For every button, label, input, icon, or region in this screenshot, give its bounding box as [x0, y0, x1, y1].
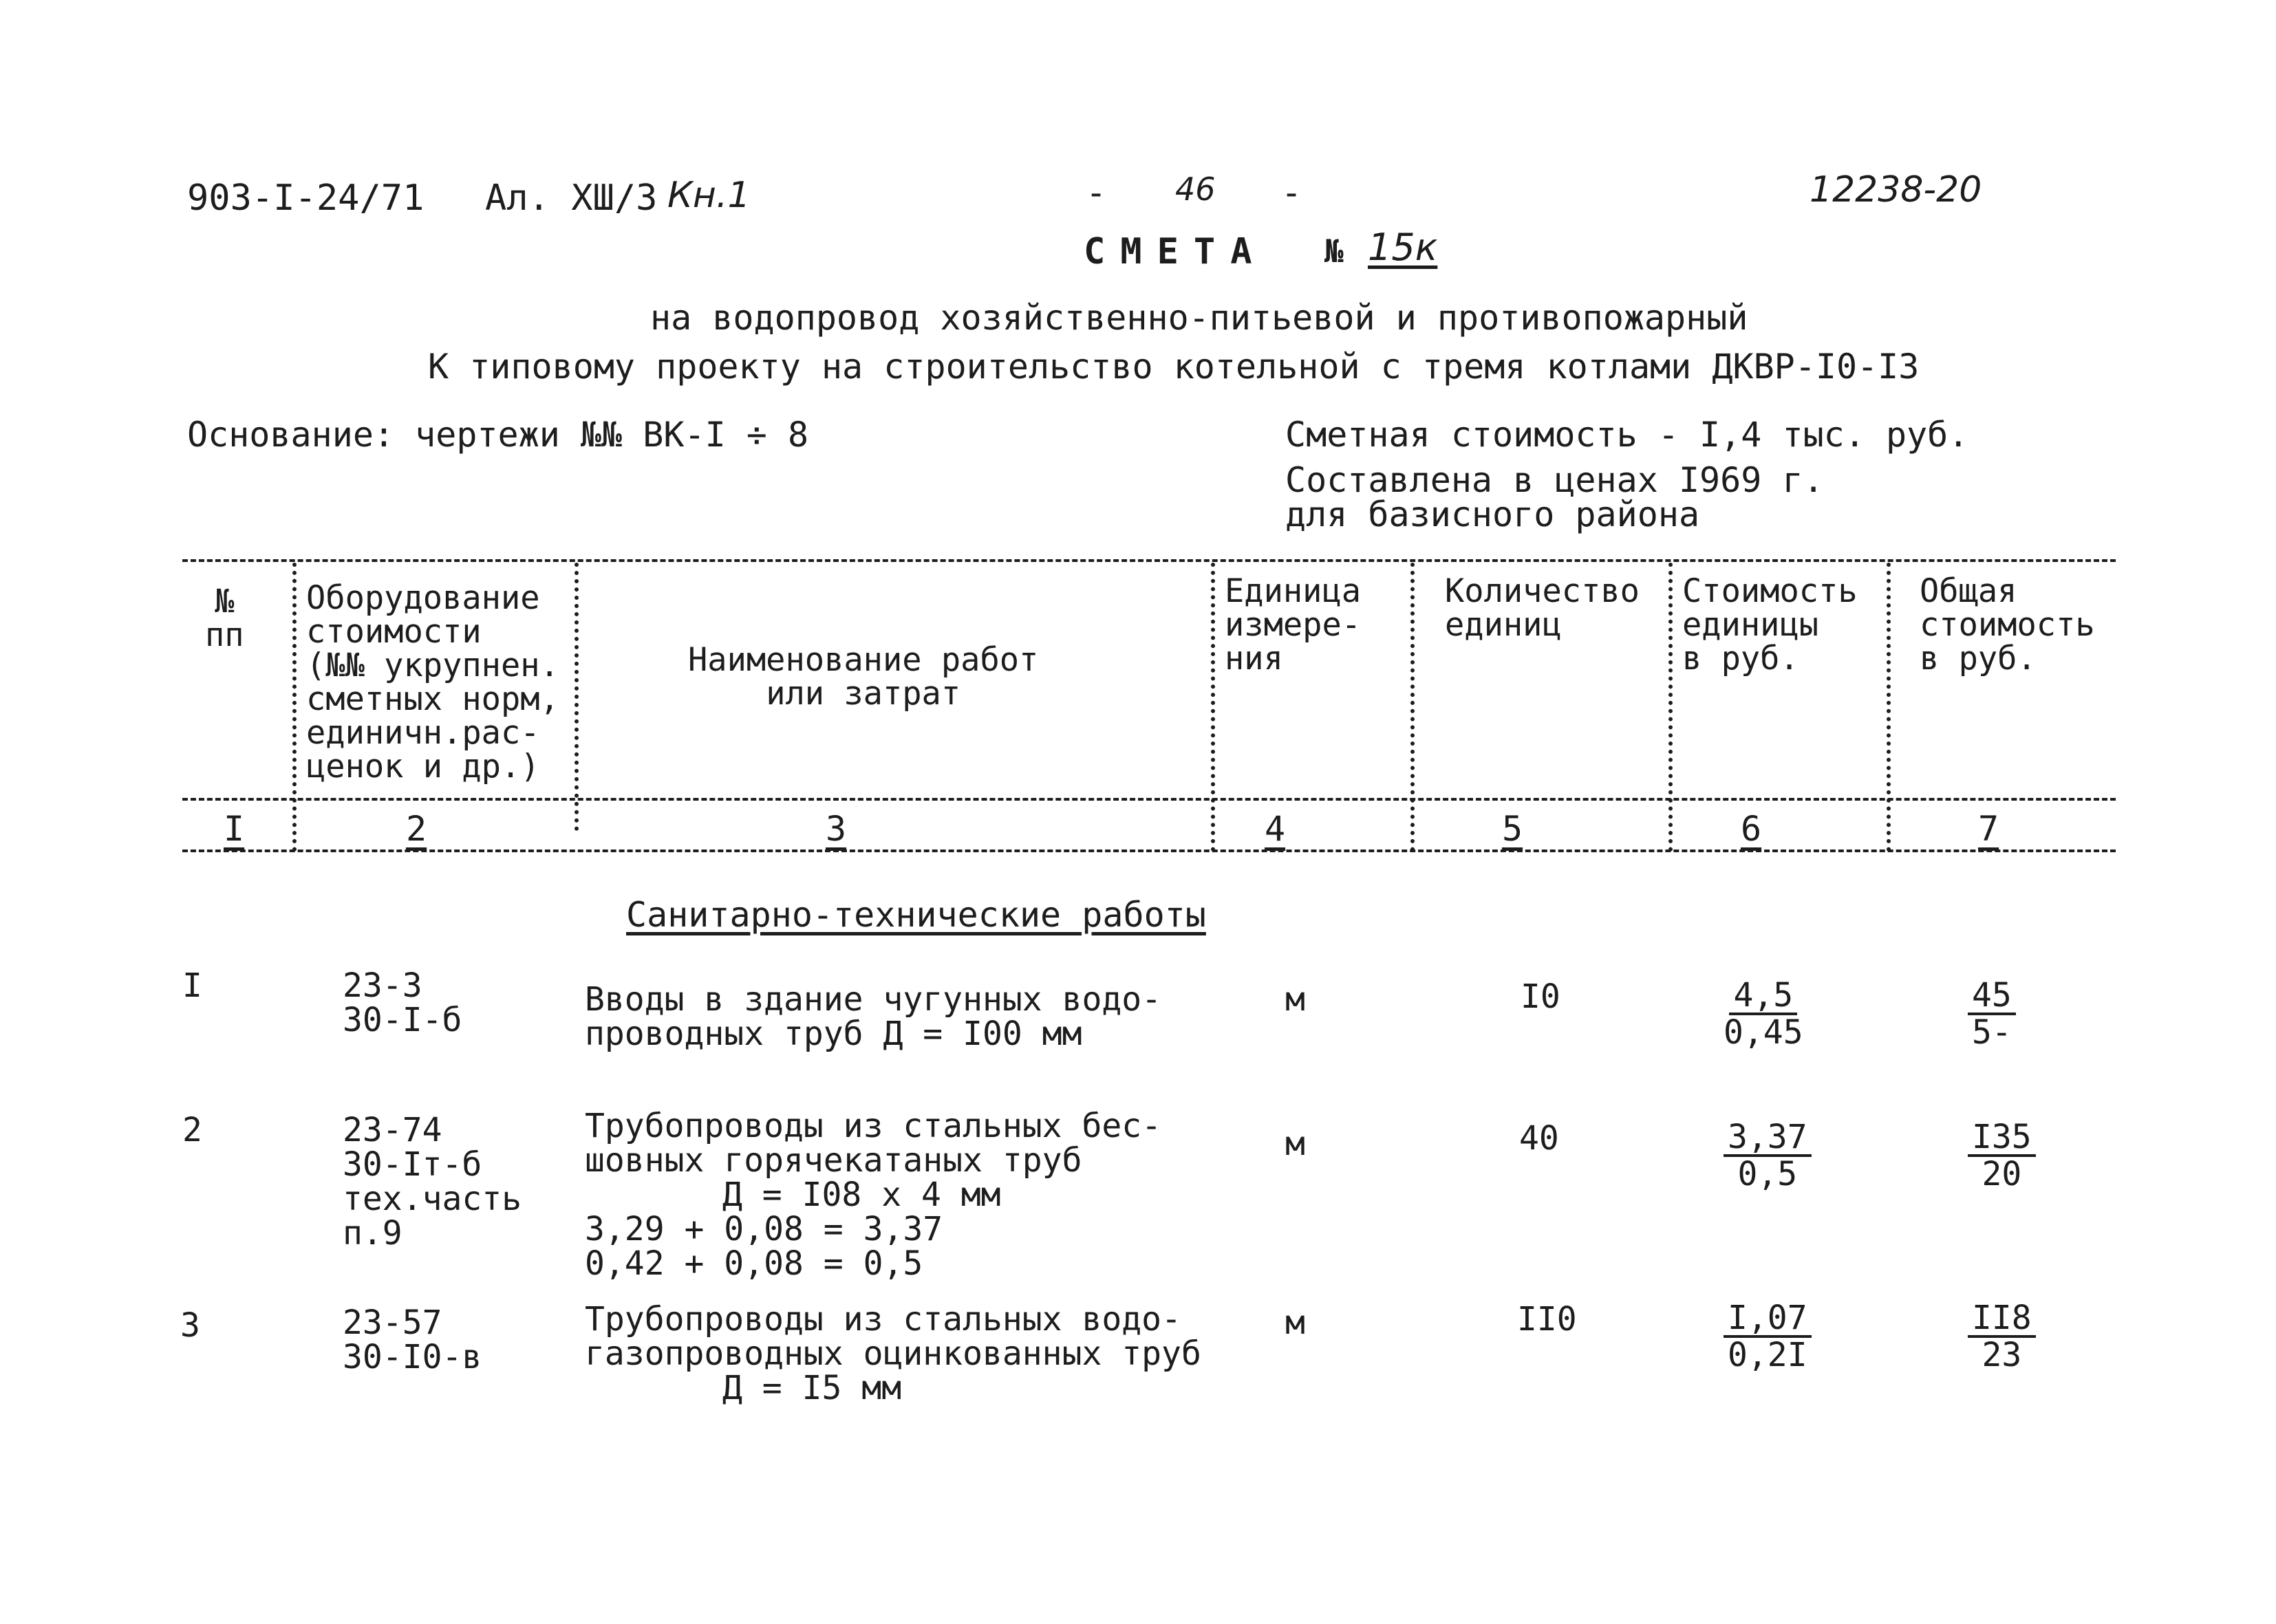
row-total-cost: $\frac{II8}{23}$: [1968, 1302, 2036, 1371]
column-divider-5: [1668, 563, 1673, 852]
archive-number: 12238-20: [1810, 169, 1982, 210]
row-number: 3: [180, 1306, 200, 1345]
price-level-line-2: для базисного района: [1285, 495, 1700, 534]
row-unit: м: [1285, 980, 1305, 1019]
header-col-equipment: Оборудование стоимости (№№ укрупнен. сметных норм, единичн.рас- ценок и др.): [306, 579, 559, 786]
row-total-cost: $\frac{45}{5-}$: [1968, 979, 2016, 1048]
album-reference: Ал. XШ/3: [485, 177, 658, 219]
column-numbers-rule: [182, 849, 2116, 852]
column-divider-3: [1211, 563, 1215, 852]
column-divider-1: [292, 563, 297, 852]
row-quantity: 40: [1519, 1119, 1559, 1158]
page-dash-right: -: [1281, 173, 1302, 213]
header-col-unit-cost: Стоимость единицы в руб.: [1682, 572, 1858, 678]
header-col-quantity: Количество единиц: [1445, 572, 1640, 644]
row-work-name: Трубопроводы из стальных водо- газопроводных оцинкованных труб Д = I5 мм: [585, 1300, 1201, 1407]
column-number-4: 4: [1265, 809, 1286, 849]
row-number: 2: [182, 1111, 202, 1149]
page-dash-left: -: [1086, 173, 1107, 213]
title-line-2: К типовому проекту на строительство котельной с тремя котлами ДКВР-I0-I3: [428, 347, 1920, 387]
column-divider-6: [1887, 563, 1891, 852]
table-top-rule: [182, 559, 2116, 562]
smeta-title: СМЕТА: [1084, 231, 1267, 272]
book-reference: Кн.1: [667, 175, 751, 216]
row-code: 23-57 30-I0-в: [343, 1303, 482, 1376]
price-level-line-1: Составлена в ценах I969 г.: [1285, 460, 1824, 500]
row-quantity: I0: [1521, 977, 1560, 1016]
number-sign: №: [1324, 232, 1344, 270]
row-code: 23-3 30-I-б: [343, 966, 462, 1039]
smeta-number: 15к: [1368, 226, 1438, 269]
page-number: 46: [1175, 171, 1216, 208]
row-unit: м: [1285, 1125, 1305, 1163]
column-number-6: 6: [1741, 809, 1762, 849]
column-divider-2: [575, 563, 579, 831]
column-number-3: 3: [826, 809, 847, 849]
header-col-work-name: Наименование работ или затрат: [688, 641, 1039, 713]
row-work-name: Трубопроводы из стальных бес- шовных горячекатаных труб Д = I08 х 4 мм 3,29 + 0,08 = 3,37 0,42 + 0,08 = 0,5: [585, 1107, 1162, 1283]
header-col-unit: Единица измере- ния: [1225, 572, 1362, 678]
title-line-1: на водопровод хозяйственно-питьевой и противопожарный: [650, 298, 1748, 338]
header-col-number: № пп: [205, 583, 244, 654]
section-title: Санитарно-технические работы: [626, 895, 1206, 935]
column-number-5: 5: [1502, 809, 1523, 849]
column-number-2: 2: [406, 809, 427, 849]
row-number: I: [182, 966, 202, 1005]
row-total-cost: $\frac{I35}{20}$: [1968, 1121, 2036, 1190]
row-code: 23-74 30-Iт-б тех.часть п.9: [343, 1111, 522, 1253]
row-unit: м: [1285, 1303, 1305, 1342]
row-work-name: Вводы в здание чугунных водо- проводных труб Д = I00 мм: [585, 980, 1162, 1053]
basis-drawings: Основание: чертежи №№ ВК-I ÷ 8: [187, 415, 809, 455]
column-number-1: I: [224, 809, 245, 849]
column-number-7: 7: [1978, 809, 1999, 849]
row-unit-cost: $\frac{3,37}{0,5}$: [1724, 1121, 1812, 1190]
row-unit-cost: $\frac{I,07}{0,2I}$: [1724, 1302, 1812, 1371]
estimated-cost: Сметная стоимость - I,4 тыс. руб.: [1285, 415, 1969, 455]
table-header-rule: [182, 798, 2116, 801]
header-col-total-cost: Общая стоимость в руб.: [1920, 572, 2095, 678]
row-unit-cost: $\frac{4,5}{0,45}$: [1724, 976, 1803, 1052]
column-divider-4: [1410, 563, 1415, 852]
document-code: 903-I-24/71: [187, 177, 425, 219]
row-quantity: II0: [1517, 1300, 1577, 1339]
